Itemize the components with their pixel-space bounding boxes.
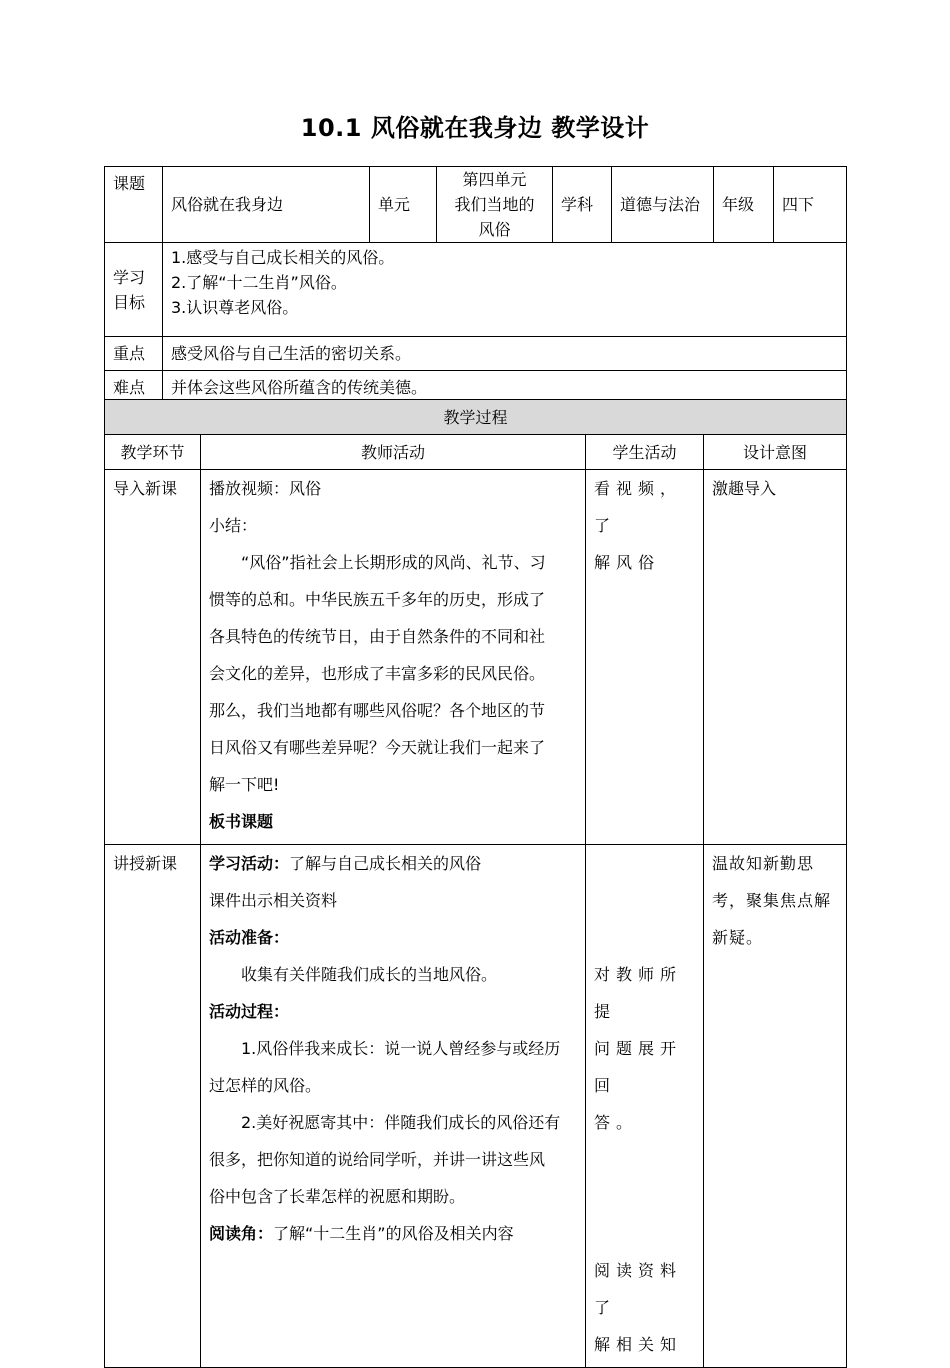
goals-list [163,243,847,337]
header-teacher: 教师活动 [201,435,586,470]
goal-item: 2.了解“十二生肖”风俗。 [171,273,347,292]
unit-value: 第四单元 我们当地的 风俗 [437,167,553,243]
teacher-activity-new: 学习活动：了解与自己成长相关的风俗 课件出示相关资料 活动准备： 收集有关伴随我们成长的当地风俗。 活动过程： 1.风俗伴我来成长：说一说人曾经参与或经历 过怎样的风俗。 2.美好祝愿寄其中：伴随我们成长的风俗还有 很多，把你知道的说给同学听，并讲一讲这些风 俗中包含了长辈怎样的祝愿和期盼。 阅读角：了解“十二生肖”的风俗及相关内容 [201,845,586,1368]
key-value: 感受风俗与自己生活的密切关系。 [163,337,847,371]
student-activity-new: 对教师所提 问题展开回 答。 阅读资料了 解相关知 [586,845,704,1368]
unit-label: 单元 [370,167,437,243]
section-title: 教学过程 [105,400,847,435]
header-stage: 教学环节 [105,435,201,470]
intent-intro: 激趣导入 [704,470,847,845]
goal-item: 3.认识尊老风俗。 [171,298,299,317]
stage-new: 讲授新课 [105,845,201,1368]
difficulty-value: 并体会这些风俗所蕴含的传统美德。 [163,371,847,405]
grade-value: 四下 [774,167,847,243]
process-table [104,399,847,1368]
student-activity-intro: 看视频，了 解风俗 [586,470,704,845]
topic-label: 课题 [105,167,163,243]
document-title: 10.1 风俗就在我身边 教学设计 [300,114,650,142]
info-table [104,166,847,405]
grade-label: 年级 [714,167,774,243]
stage-intro: 导入新课 [105,470,201,845]
intent-new: 温故知新勤思 考，聚集焦点解 新疑。 [704,845,847,1368]
difficulty-label: 难点 [105,371,163,405]
header-student: 学生活动 [586,435,704,470]
goal-item: 1.感受与自己成长相关的风俗。 [171,248,395,267]
key-label: 重点 [105,337,163,371]
header-intent: 设计意图 [704,435,847,470]
teacher-activity-intro: 播放视频：风俗 小结： “风俗”指社会上长期形成的风尚、礼节、习 惯等的总和。中华民族五千多年的历史，形成了 各具特色的传统节日，由于自然条件的不同和社 会文化的差异，也形成了丰富多彩的民风民俗。 那么，我们当地都有哪些风俗呢？各个地区的节 日风俗又有哪些差异呢？今天就让我们一起来了 解一下吧! 板书课题 [201,470,586,845]
subject-value: 道德与法治 [612,167,714,243]
goals-label: 学习 目标 [105,243,163,337]
topic-value: 风俗就在我身边 [163,167,370,243]
subject-label: 学科 [553,167,612,243]
